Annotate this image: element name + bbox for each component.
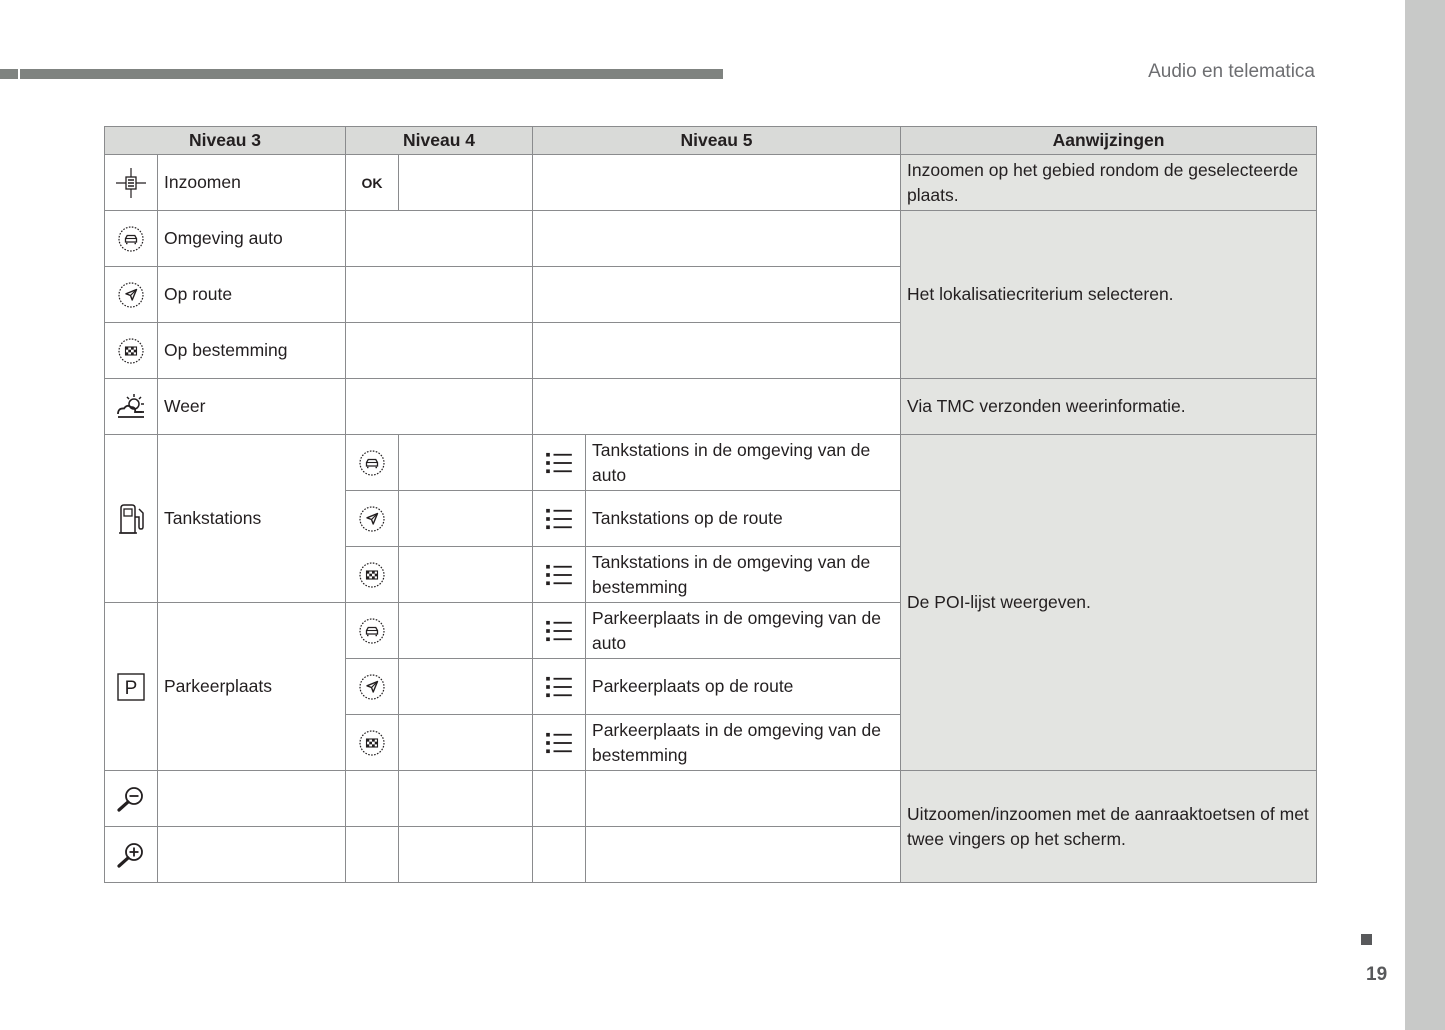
section-title: Audio en telematica (1148, 61, 1315, 82)
list-icon (533, 547, 586, 603)
submenu-item-tank-auto[interactable]: Tankstations in de omgeving van de auto (586, 435, 901, 491)
header-niveau-4: Niveau 4 (346, 127, 533, 155)
page-marker (1361, 934, 1372, 945)
list-icon (533, 715, 586, 771)
submenu-item-park-route[interactable]: Parkeerplaats op de route (586, 659, 901, 715)
page-margin-strip (1405, 0, 1445, 1030)
header-aanwijzingen: Aanwijzingen (901, 127, 1317, 155)
ok-button-label[interactable]: OK (346, 155, 399, 211)
menu-item-op-route[interactable]: Op route (158, 267, 346, 323)
menu-item-inzoomen[interactable]: Inzoomen (158, 155, 346, 211)
submenu-item-tank-bestemming[interactable]: Tankstations in de omgeving van de bestemming (586, 547, 901, 603)
svg-text:P: P (124, 677, 138, 699)
list-icon (533, 603, 586, 659)
note-zoom: Uitzoomen/inzoomen met de aanraaktoetsen of met twee vingers op het scherm. (901, 771, 1317, 883)
route-arrow-circle-icon[interactable] (346, 491, 399, 547)
submenu-item-park-bestemming[interactable]: Parkeerplaats in de omgeving van de bestemming (586, 715, 901, 771)
car-circle-icon (105, 211, 158, 267)
list-icon (533, 491, 586, 547)
parking-icon (105, 603, 158, 771)
table-row (105, 435, 1317, 491)
menu-item-omgeving-auto[interactable]: Omgeving auto (158, 211, 346, 267)
note-poi: De POI-lijst weergeven. (901, 435, 1317, 771)
navigation-menu-table (104, 126, 1317, 883)
table-row (105, 155, 1317, 211)
route-arrow-circle-icon[interactable] (346, 659, 399, 715)
header-niveau-3: Niveau 3 (105, 127, 346, 155)
header-bar (20, 69, 723, 79)
page-number: 19 (1366, 964, 1388, 985)
destination-flag-circle-icon[interactable] (346, 547, 399, 603)
list-icon (533, 659, 586, 715)
submenu-item-tank-route[interactable]: Tankstations op de route (586, 491, 901, 547)
header-niveau-5: Niveau 5 (533, 127, 901, 155)
note-localisation: Het lokalisatiecriterium selecteren. (901, 211, 1317, 379)
route-arrow-circle-icon (105, 267, 158, 323)
destination-flag-circle-icon (105, 323, 158, 379)
list-icon (533, 435, 586, 491)
menu-item-op-bestemming[interactable]: Op bestemming (158, 323, 346, 379)
menu-item-tankstations[interactable]: Tankstations (158, 435, 346, 603)
menu-item-weer[interactable]: Weer (158, 379, 346, 435)
crosshair-zoom-icon (105, 155, 158, 211)
table-header-row (105, 127, 1317, 155)
car-circle-icon[interactable] (346, 435, 399, 491)
note-inzoomen: Inzoomen op het gebied rondom de geselecteerde plaats. (901, 155, 1317, 211)
car-circle-icon[interactable] (346, 603, 399, 659)
header-bar-accent (0, 69, 18, 79)
table-row (105, 771, 1317, 827)
fuel-pump-icon (105, 435, 158, 603)
zoom-out-icon[interactable] (105, 771, 158, 827)
menu-item-parkeerplaats[interactable]: Parkeerplaats (158, 603, 346, 771)
note-weer: Via TMC verzonden weerinformatie. (901, 379, 1317, 435)
submenu-item-park-auto[interactable]: Parkeerplaats in de omgeving van de auto (586, 603, 901, 659)
weather-icon (105, 379, 158, 435)
destination-flag-circle-icon[interactable] (346, 715, 399, 771)
table-row (105, 211, 1317, 267)
table-row (105, 379, 1317, 435)
zoom-in-icon[interactable] (105, 827, 158, 883)
